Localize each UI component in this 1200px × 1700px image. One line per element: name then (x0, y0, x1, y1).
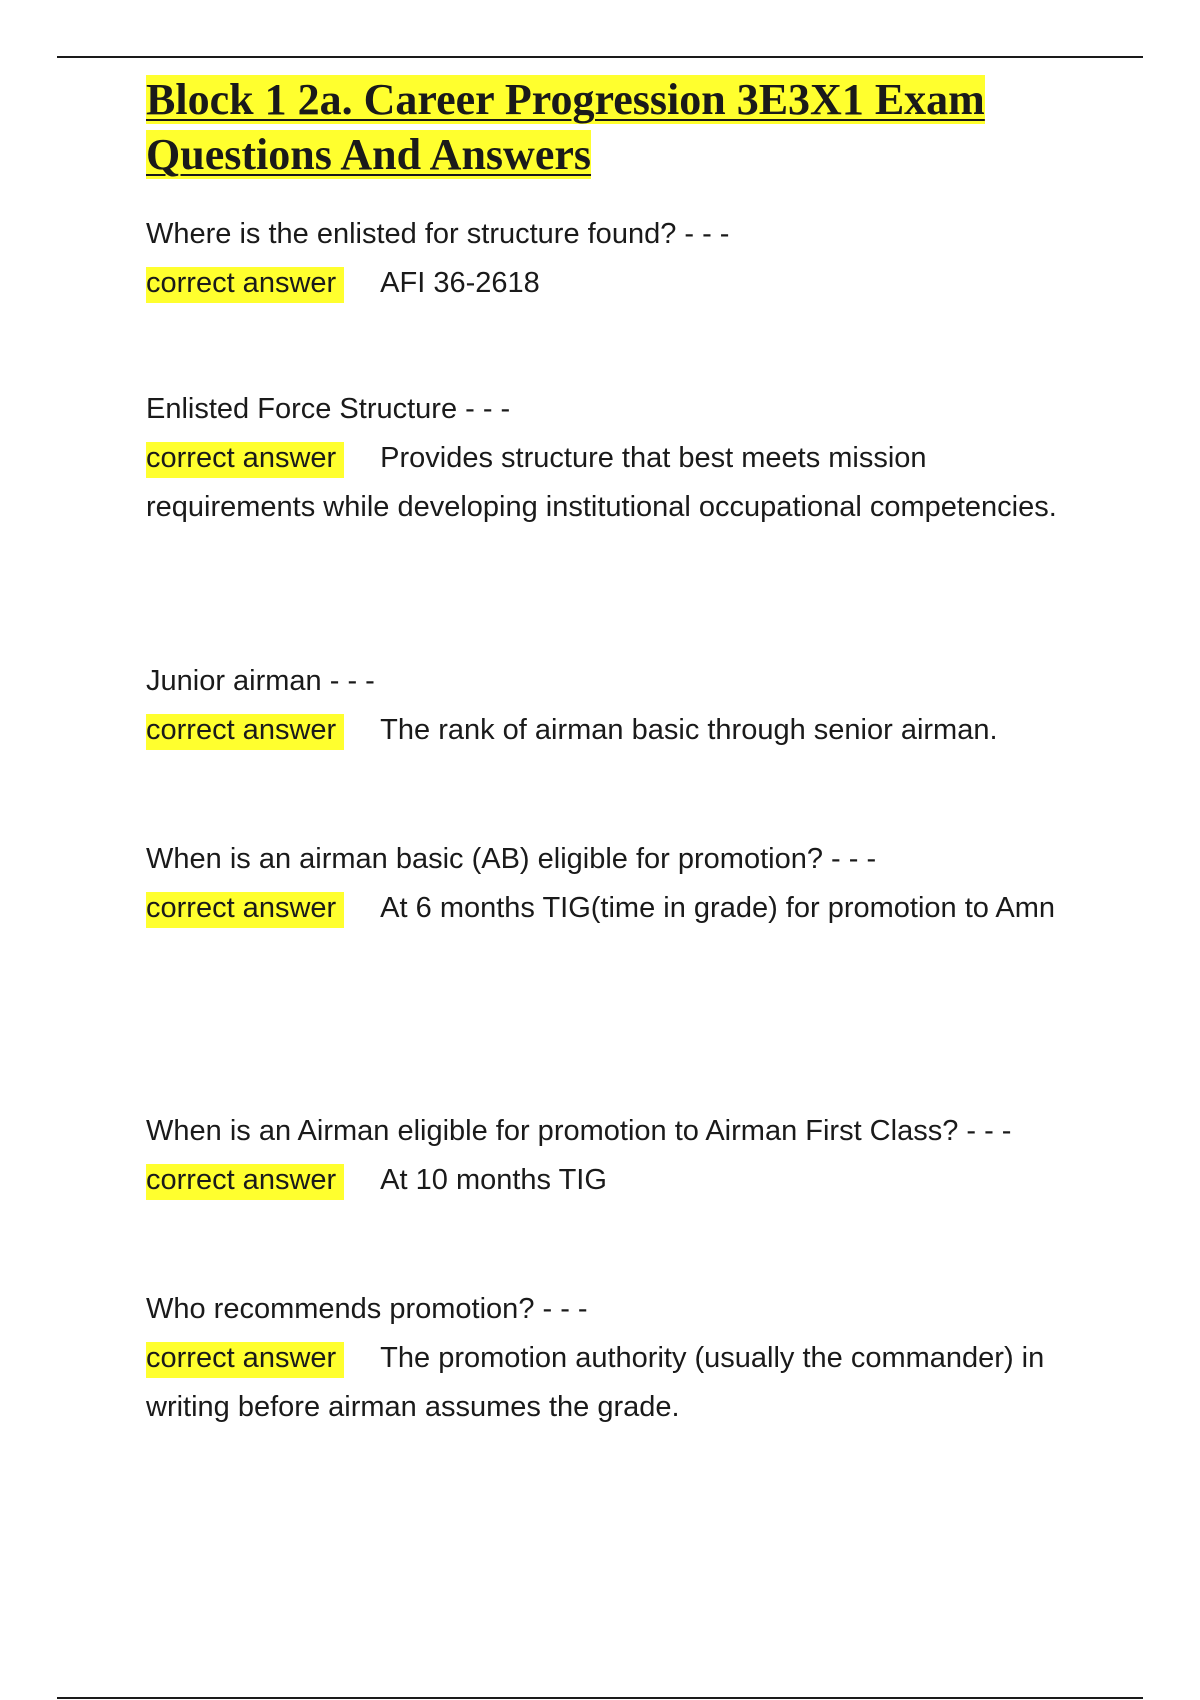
qa-answer (146, 706, 998, 755)
qa-answer-text: At 6 months TIG(time in grade) for promotion to Amn (380, 892, 1055, 924)
document-body (146, 72, 1086, 1423)
top-rule (57, 56, 1143, 58)
qa-question: When is an airman basic (AB) eligible for promotion? - - - (146, 843, 877, 875)
bottom-rule (57, 1697, 1143, 1699)
qa-item (146, 1285, 1086, 1432)
qa-item (146, 835, 1055, 933)
qa-answer (146, 434, 1086, 532)
qa-question: Enlisted Force Structure - - - (146, 393, 511, 425)
document-title (146, 72, 1086, 182)
qa-answer (146, 1156, 1011, 1205)
correct-answer-label: correct answer (146, 267, 344, 303)
correct-answer-label: correct answer (146, 1164, 344, 1200)
qa-answer-text: The rank of airman basic through senior airman. (380, 714, 998, 746)
qa-item (146, 1107, 1011, 1205)
qa-question: When is an Airman eligible for promotion to Airman First Class? - - - (146, 1115, 1012, 1147)
qa-item (146, 385, 1086, 532)
qa-question: Who recommends promotion? - - - (146, 1293, 588, 1325)
qa-answer (146, 884, 1055, 933)
correct-answer-label: correct answer (146, 714, 344, 750)
qa-question: Where is the enlisted for structure found? - - - (146, 218, 730, 250)
qa-item (146, 210, 729, 308)
qa-answer-text: Provides structure that best meets mission requirements while developing institutional occupational competencies. (146, 442, 1057, 523)
correct-answer-label: correct answer (146, 892, 344, 928)
qa-answer-text: At 10 months TIG (380, 1164, 607, 1196)
correct-answer-label: correct answer (146, 442, 344, 478)
qa-answer (146, 259, 729, 308)
qa-question: Junior airman - - - (146, 665, 375, 697)
qa-answer (146, 1334, 1086, 1432)
qa-item (146, 657, 998, 755)
correct-answer-label: correct answer (146, 1342, 344, 1378)
qa-answer-text: AFI 36-2618 (380, 267, 540, 299)
qa-answer-text: The promotion authority (usually the commander) in writing before airman assumes the grade. (146, 1342, 1045, 1423)
document-title-text: Block 1 2a. Career Progression 3E3X1 Exam Questions And Answers (146, 75, 985, 179)
